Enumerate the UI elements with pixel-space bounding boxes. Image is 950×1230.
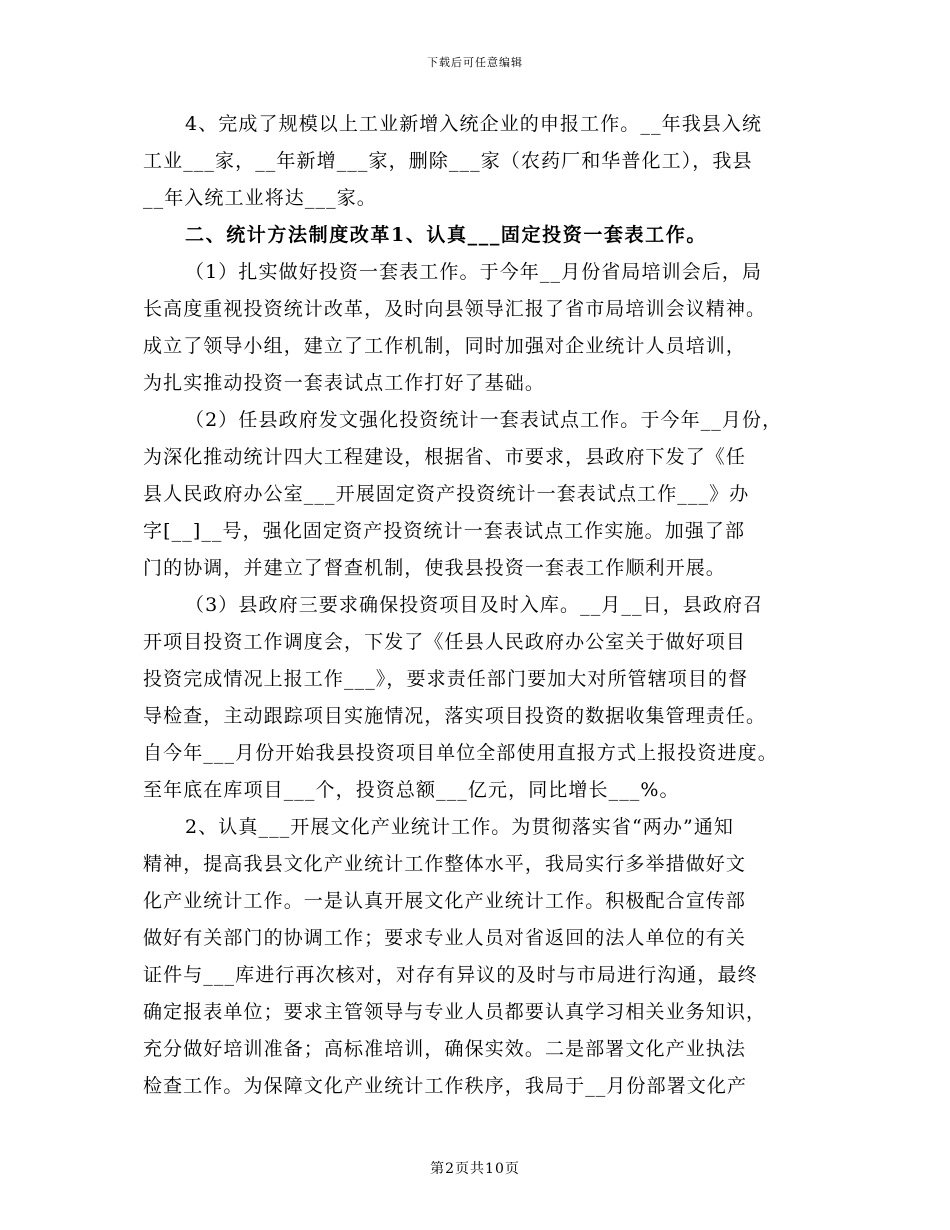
text-line: 充分做好培训准备；高标准培训，确保实效。二是部署文化产业执法 — [143, 1038, 747, 1060]
body-paragraph — [143, 106, 823, 217]
text-line: 自今年___月份开始我县投资项目单位全部使用直报方式上报投资进度。 — [143, 742, 778, 764]
text-line: 门的协调，并建立了督查机制，使我县投资一套表工作顺利开展。 — [143, 557, 726, 579]
text-line: 县人民政府办公室___开展固定资产投资统计一套表试点工作___》办 — [143, 483, 750, 505]
section-heading — [143, 217, 823, 254]
text-line: 确定报表单位；要求主管领导与专业人员都要认真学习相关业务知识， — [143, 1001, 767, 1023]
text-line: （3）县政府三要求确保投资项目及时入库。__月__日，县政府召 — [185, 594, 764, 616]
text-line: 二、统计方法制度改革1、认真___固定投资一套表工作。 — [185, 224, 707, 246]
text-line: 至年底在库项目___个，投资总额___亿元，同比增长___%。 — [143, 779, 680, 801]
text-line: 4、完成了规模以上工业新增入统企业的申报工作。__年我县入统 — [185, 113, 763, 135]
text-line: 化产业统计工作。一是认真开展文化产业统计工作。积极配合宣传部 — [143, 890, 747, 912]
text-line: 为深化推动统计四大工程建设，根据省、市要求，县政府下发了《任 — [143, 446, 747, 468]
text-line: 证件与___库进行再次核对，对存有异议的及时与市局进行沟通，最终 — [143, 964, 758, 986]
body-paragraph — [143, 254, 823, 402]
text-line: （1）扎实做好投资一套表工作。于今年__月份省局培训会后，局 — [185, 261, 763, 283]
text-line: 开项目投资工作调度会，下发了《任县人民政府办公室关于做好项目 — [143, 631, 747, 653]
text-line: 工业___家，__年新增___家，删除___家（农药厂和华普化工），我县 — [143, 150, 753, 172]
page-header-note: 下载后可任意编辑 — [427, 56, 523, 69]
text-line: 做好有关部门的协调工作；要求专业人员对省返回的法人单位的有关 — [143, 927, 747, 949]
text-line: 导检查，主动跟踪项目实施情况，落实项目投资的数据收集管理责任。 — [143, 705, 767, 727]
text-line: 精神，提高我县文化产业统计工作整体水平，我局实行多举措做好文 — [143, 853, 747, 875]
page-footer: 第2页共10页 — [430, 1161, 520, 1177]
text-line: 投资完成情况上报工作___》，要求责任部门要加大对所管辖项目的督 — [143, 668, 749, 690]
body-paragraph — [143, 809, 823, 1105]
text-line: （2）任县政府发文强化投资统计一套表试点工作。于今年__月份， — [185, 409, 783, 431]
document-body — [143, 106, 823, 1105]
text-line: 成立了领导小组，建立了工作机制，同时加强对企业统计人员培训， — [143, 335, 747, 357]
text-line: 2、认真___开展文化产业统计工作。为贯彻落实省“两办”通知 — [185, 816, 735, 838]
text-line: __年入统工业将达___家。 — [143, 187, 377, 209]
body-paragraph — [143, 402, 823, 587]
body-paragraph — [143, 587, 823, 809]
text-line: 检查工作。为保障文化产业统计工作秩序，我局于__月份部署文化产 — [143, 1075, 748, 1097]
text-line: 为扎实推动投资一套表试点工作打好了基础。 — [143, 372, 546, 394]
text-line: 长高度重视投资统计改革，及时向县领导汇报了省市局培训会议精神。 — [143, 298, 767, 320]
text-line: 字[__]__号，强化固定资产投资统计一套表试点工作实施。加强了部 — [143, 520, 746, 542]
